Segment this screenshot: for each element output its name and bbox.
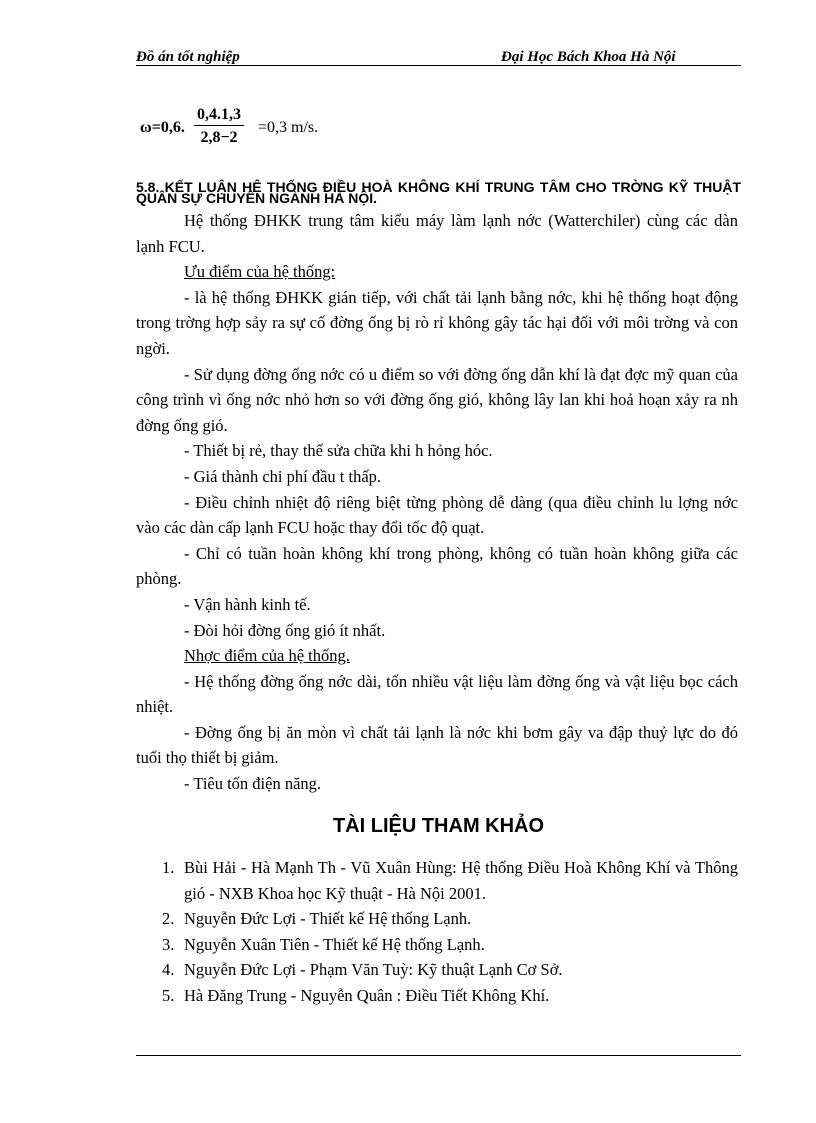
advantage-item: - Chỉ có tuần hoàn không khí trong phòng, không có tuần hoàn không giữa các phòng. — [136, 543, 738, 589]
reference-item — [136, 983, 738, 1009]
reference-text: Nguyễn Đức Lợi - Phạm Văn Tuỳ: Kỹ thuật Lạnh Cơ Sở. — [184, 960, 563, 980]
advantages-heading-line — [136, 259, 738, 285]
advantage-item: - Đòi hỏi đờng ống gió ít nhất. — [184, 620, 386, 640]
advantage-item: - Giá thành chi phí đầu t thấp. — [184, 466, 382, 486]
reference-number: 4. — [162, 960, 175, 980]
formula-numerator: 0,4.1,3 — [194, 105, 244, 126]
disadvantage-item: - Tiêu tốn điện năng. — [184, 774, 322, 794]
section-heading: 5.8. KẾT LUẬN HỆ THỐNG ĐIỀU HOÀ KHÔNG KHÍ TRUNG TÂM CHO TRỜNG KỸ THUẬT QUÂN SỰ CHUYÊN NGÀNH HÀ NỘI. — [136, 179, 741, 206]
references-title: TÀI LIỆU THAM KHẢO — [332, 815, 545, 837]
reference-number: 2. — [162, 909, 175, 929]
advantage-item: - Thiết bị rẻ, thay thế sửa chữa khi h hỏng hóc. — [184, 441, 493, 461]
reference-text: Nguyễn Xuân Tiên - Thiết kế Hệ thống Lạnh. — [184, 934, 485, 954]
footer-rule — [136, 1055, 741, 1056]
disadvantages-heading: Nhợc điểm của hệ thống. — [184, 646, 350, 666]
disadvantages-heading-line — [136, 643, 738, 669]
advantage-item: - Vận hành kinh tế. — [184, 594, 311, 614]
reference-item — [136, 855, 738, 906]
advantage-item: - Sử dụng đờng ống nớc có u điểm so với đờng ống dẫn khí là đạt đợc mỹ quan của công trình vì ống nớc nhỏ hơn so với đờng ống gió, không lây lan khi hoả hoạn xảy ra nh đờng ống gió. — [136, 364, 738, 435]
header-left: Đồ án tốt nghiệp — [136, 49, 240, 65]
reference-text: Hà Đăng Trung - Nguyễn Quân : Điều Tiết Không Khí. — [184, 985, 550, 1005]
formula-denominator: 2,8−2 — [200, 129, 238, 146]
formula-fraction — [194, 105, 244, 148]
reference-item — [136, 906, 738, 932]
conclusion-body — [136, 208, 738, 797]
advantages-heading: Ưu điểm của hệ thống: — [184, 262, 336, 282]
reference-text: Nguyễn Đức Lợi - Thiết kế Hệ thống Lạnh. — [184, 909, 472, 929]
advantage-item: - là hệ thống ĐHKK gián tiếp, với chất tải lạnh bằng nớc, khi hệ thống hoạt động trong trờng hợp sảy ra sự cố đờng ống bị rò rỉ không gây tác hại đối với môi trờng và con ngời. — [136, 287, 738, 358]
reference-text: Bùi Hải - Hà Mạnh Th - Vũ Xuân Hùng: Hệ thống Điều Hoà Không Khí và Thông gió - NXB Khoa học Kỹ thuật - Hà Nội 2001. — [184, 858, 738, 903]
advantage-item: - Điều chỉnh nhiệt độ riêng biệt từng phòng dễ dàng (qua điều chỉnh lu lợng nớc vào các dàn cấp lạnh FCU hoặc thay đổi tốc độ quạt. — [136, 492, 738, 538]
reference-item — [136, 957, 738, 983]
reference-item — [136, 932, 738, 958]
reference-number: 3. — [162, 934, 175, 954]
formula-lhs: ω=0,6. — [140, 119, 185, 136]
reference-number: 5. — [162, 985, 175, 1005]
intro-paragraph: Hệ thống ĐHKK trung tâm kiểu máy làm lạnh nớc (Watterchiler) cùng các dàn lạnh FCU. — [136, 211, 738, 256]
reference-number: 1. — [162, 858, 175, 877]
header-rule — [136, 65, 741, 66]
references-list — [136, 855, 738, 1009]
formula-rhs: =0,3 m/s. — [258, 119, 319, 136]
disadvantage-item: - Hệ thống đờng ống nớc dài, tốn nhiều vật liệu làm đờng ống và vật liệu bọc cách nhiệt. — [136, 671, 738, 717]
disadvantage-item: - Đờng ống bị ăn mòn vì chất tải lạnh là nớc khi bơm gây va đập thuỷ lực do đó tuổi thọ thiết bị giảm. — [136, 722, 738, 768]
header-right: Đại Học Bách Khoa Hà Nội — [501, 49, 676, 65]
